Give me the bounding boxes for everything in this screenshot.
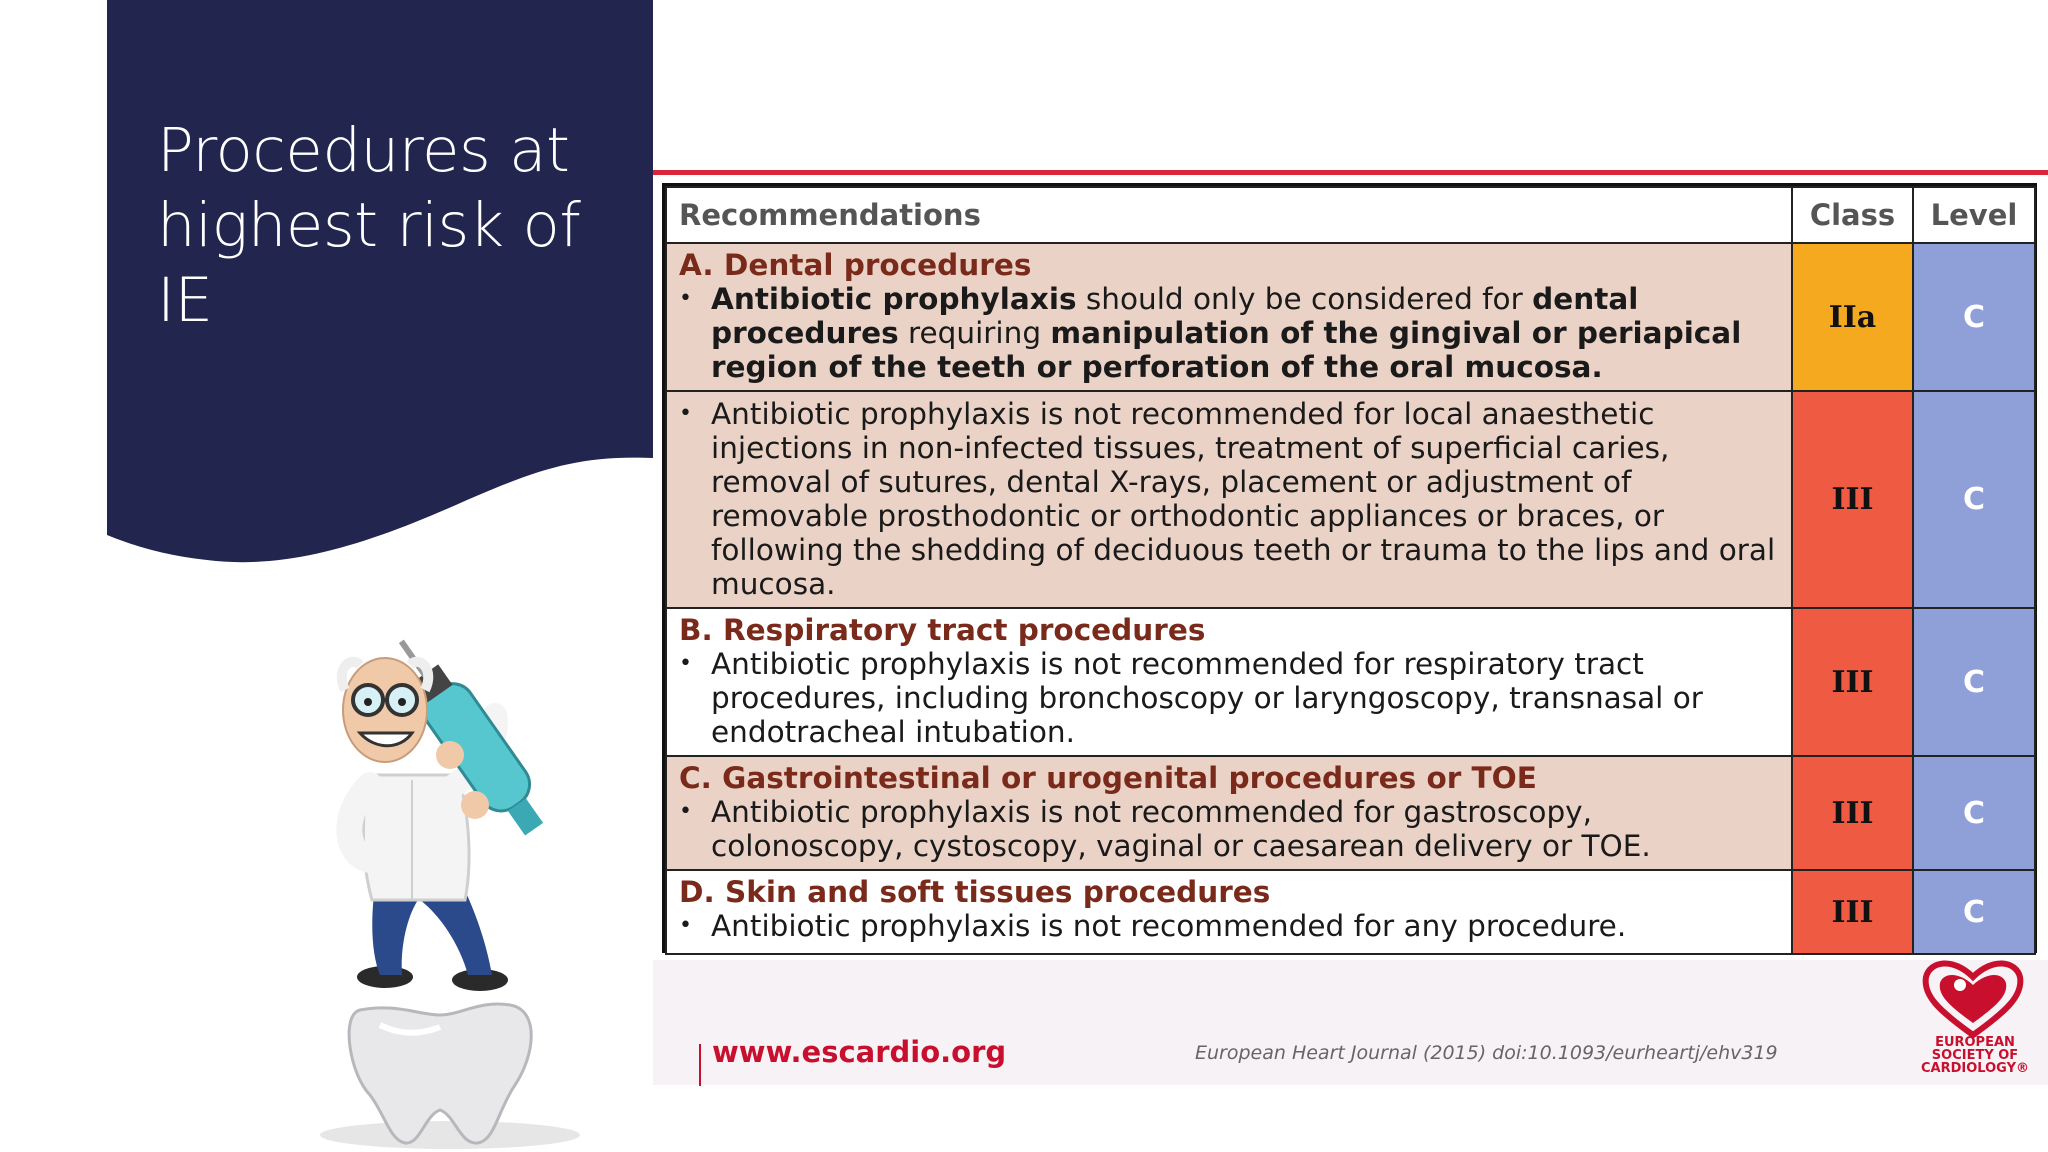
section-heading: C. Gastrointestinal or urogenital procedures or TOE — [679, 761, 1537, 795]
bullet-icon: • — [679, 400, 692, 426]
level-cell: C — [1913, 756, 2035, 870]
bullet-icon: • — [679, 799, 692, 824]
footer-url-link[interactable]: www.escardio.org — [712, 1035, 1007, 1069]
table-row — [666, 756, 2035, 870]
slide-title-line-2: highest risk of — [157, 190, 581, 261]
slide-title — [157, 113, 617, 338]
list-item — [679, 397, 1779, 601]
dentist-cartoon-image — [300, 615, 620, 1152]
header-class: Class — [1792, 187, 1913, 243]
recommendation-cell — [666, 756, 1792, 870]
section-heading: A. Dental procedures — [679, 248, 1032, 282]
level-cell: C — [1913, 391, 2035, 608]
table-row — [666, 391, 2035, 608]
slide-title-line-3: IE — [157, 265, 213, 336]
logo-text-line: EUROPEAN — [1935, 1035, 2015, 1050]
recommendation-cell — [666, 391, 1792, 608]
class-cell: III — [1792, 756, 1913, 870]
class-cell: III — [1792, 608, 1913, 756]
table-row — [666, 870, 2035, 954]
footer-reference: European Heart Journal (2015) doi:10.1093/eurheartj/ehv319 — [1195, 1042, 1778, 1064]
recommendation-text: Antibiotic prophylaxis is not recommended for local anaesthetic injections in non-infected tissues, treatment of superficial caries, removal of sutures, dental X-rays, placement or adjustment of removable prosthodontic or orthodontic appliances or braces, or following the shedding of deciduous teeth or trauma to the lips and oral mucosa. — [711, 396, 1776, 601]
class-cell: III — [1792, 391, 1913, 608]
logo-text-line: CARDIOLOGY® — [1921, 1061, 2029, 1076]
recommendation-text — [711, 282, 1779, 384]
list-item — [679, 282, 1779, 384]
level-cell: C — [1913, 870, 2035, 954]
logo-text-line: SOCIETY OF — [1931, 1048, 2019, 1063]
level-cell: C — [1913, 243, 2035, 391]
text-part: manipulation of the gingival or periapical region of the teeth or perforation of the oral mucosa. — [711, 316, 1742, 384]
recommendation-text: Antibiotic prophylaxis is not recommended for gastroscopy, colonoscopy, cystoscopy, vaginal or caesarean delivery or TOE. — [711, 795, 1651, 863]
accent-line — [653, 170, 2048, 175]
text-part: Antibiotic prophylaxis — [711, 282, 1077, 316]
bullet-icon: • — [679, 286, 692, 311]
recommendation-cell — [666, 608, 1792, 756]
text-part: should only be considered for — [1076, 282, 1533, 316]
recommendation-cell — [666, 243, 1792, 391]
list-item — [679, 647, 1779, 749]
recommendations-table — [662, 183, 2037, 953]
esc-logo-text — [1920, 1036, 2030, 1075]
section-heading: D. Skin and soft tissues procedures — [679, 875, 1271, 909]
class-cell: III — [1792, 870, 1913, 954]
class-cell: IIa — [1792, 243, 1913, 391]
recommendation-text: Antibiotic prophylaxis is not recommended for respiratory tract procedures, including bronchoscopy or laryngoscopy, transnasal or endotracheal intubation. — [711, 647, 1703, 749]
text-part: requiring — [898, 316, 1051, 350]
header-level: Level — [1913, 187, 2035, 243]
text-part: dental procedures — [711, 282, 1639, 350]
table-row — [666, 608, 2035, 756]
section-heading: B. Respiratory tract procedures — [679, 613, 1206, 647]
title-panel — [107, 0, 653, 570]
table-header-row — [666, 187, 2035, 243]
slide-title-line-1: Procedures at — [157, 115, 570, 186]
table-row — [666, 243, 2035, 391]
list-item — [679, 909, 1779, 943]
bullet-icon: • — [679, 651, 692, 676]
header-recommendations: Recommendations — [666, 187, 1792, 243]
level-cell: C — [1913, 608, 2035, 756]
bullet-icon: • — [679, 913, 692, 938]
recommendation-cell — [666, 870, 1792, 954]
footer-divider — [699, 1044, 701, 1086]
list-item — [679, 795, 1779, 863]
recommendation-text: Antibiotic prophylaxis is not recommended for any procedure. — [711, 909, 1627, 943]
